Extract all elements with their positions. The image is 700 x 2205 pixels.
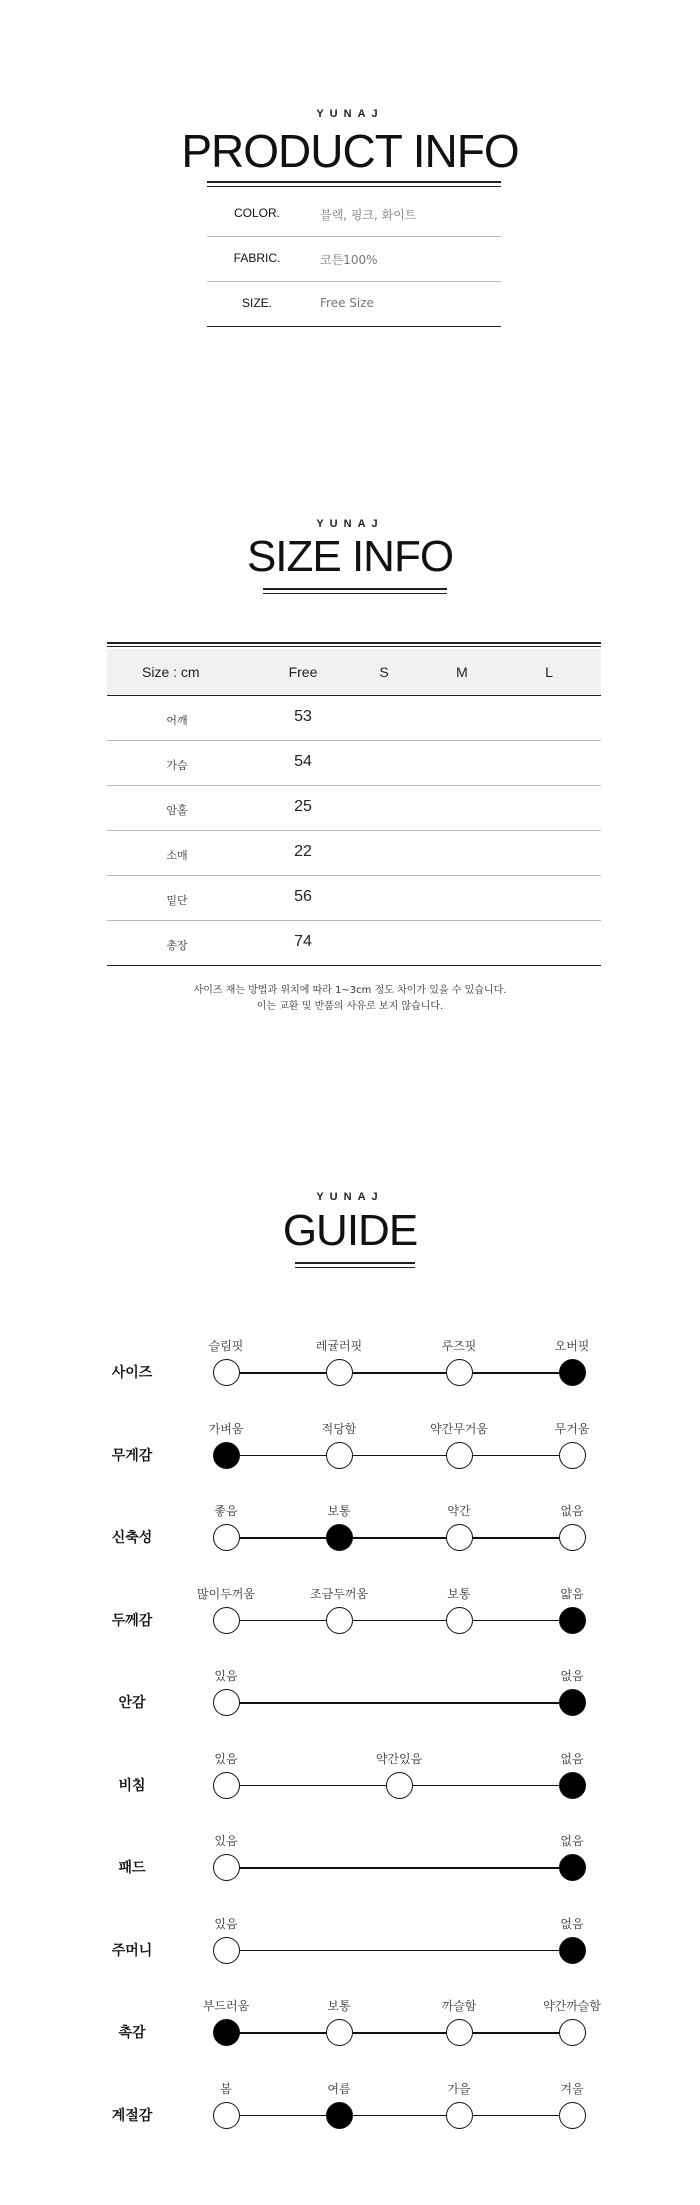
- guide-option-label: 보통: [447, 1586, 471, 1601]
- size-row-label: 어깨: [166, 714, 188, 727]
- guide-row: [0, 1318, 700, 1398]
- guide-title: GUIDE: [282, 1206, 418, 1255]
- guide-option-label: 있음: [214, 1751, 238, 1766]
- guide-option-label: 없음: [560, 1504, 584, 1518]
- table-row: [107, 831, 601, 876]
- guide-option-label: 조금두꺼움: [310, 1586, 368, 1601]
- size-info-title: SIZE INFO: [246, 532, 454, 581]
- guide-option-dot: [213, 1689, 240, 1716]
- guide-option-label: 많이두꺼움: [197, 1586, 255, 1601]
- size-header-s: S: [379, 664, 389, 680]
- brand-label: YUNAJ: [316, 108, 384, 120]
- guide-option-dot: [559, 1524, 586, 1551]
- guide-row-name: 신축성: [111, 1530, 153, 1546]
- product-info-title: PRODUCT INFO: [181, 125, 519, 177]
- brand-label: YUNAJ: [316, 1191, 384, 1203]
- guide-option-label: 보통: [327, 1999, 351, 2013]
- product-info-label: SIZE.: [241, 296, 272, 310]
- guide-row-name: 무게감: [111, 1447, 153, 1464]
- guide-option-dot: [559, 2019, 586, 2046]
- product-info-row: [207, 192, 501, 237]
- size-row-free: 25: [294, 798, 312, 815]
- guide-option-dot-selected: [213, 2019, 240, 2046]
- guide-row: [0, 1731, 700, 1811]
- guide-option-label: 겨울: [560, 2081, 584, 2096]
- table-row: [107, 696, 601, 741]
- size-note: 사이즈 재는 방법과 위치에 따라 1~3cm 정도 차이가 있을 수 있습니다.: [193, 985, 507, 996]
- guide-option-label: 오버핏: [554, 1339, 590, 1353]
- product-info-value: 블랙, 핑크, 화이트: [320, 208, 417, 222]
- size-note: 이는 교환 및 반품의 사유로 보지 않습니다.: [256, 1001, 444, 1012]
- title-underline: [263, 588, 447, 594]
- guide-option-label: 없음: [560, 1834, 584, 1848]
- guide-option-dot-selected: [559, 1607, 586, 1634]
- guide-option-label: 없음: [560, 1751, 584, 1766]
- size-header-l: L: [545, 664, 553, 680]
- guide-row-name: 촉감: [118, 2025, 146, 2041]
- guide-option-label: 부드러움: [202, 1999, 250, 2013]
- guide-row: [0, 1566, 700, 1646]
- table-row: [107, 786, 601, 831]
- table-row: [107, 876, 601, 921]
- size-row-free: 74: [294, 933, 312, 950]
- size-row-free: 54: [294, 753, 312, 770]
- guide-scale-line: [226, 1620, 572, 1622]
- title-underline: [207, 181, 501, 187]
- table-row: [107, 921, 601, 966]
- guide-option-dot-selected: [559, 1854, 586, 1881]
- guide-row: [0, 1401, 700, 1481]
- guide-option-label: 여름: [327, 2081, 351, 2096]
- guide-scale-line: [226, 2115, 572, 2117]
- guide-option-dot: [559, 1442, 586, 1469]
- guide-option-dot-selected: [326, 2102, 353, 2129]
- guide-option-label: 좋음: [214, 1504, 238, 1518]
- guide-option-label: 없음: [560, 1916, 584, 1931]
- guide-option-label: 가벼움: [208, 1421, 244, 1436]
- guide-option-label: 적당함: [321, 1421, 357, 1436]
- guide-option-dot: [213, 1854, 240, 1881]
- guide-row: [0, 1896, 700, 1976]
- guide-scale-line: [226, 1702, 572, 1704]
- guide-row: [0, 1648, 700, 1728]
- guide-option-dot: [326, 1442, 353, 1469]
- guide-option-label: 봄: [220, 2081, 232, 2096]
- guide-option-label: 가을: [447, 2081, 471, 2096]
- guide-option-dot: [446, 1607, 473, 1634]
- product-info-label: COLOR.: [233, 206, 280, 220]
- guide-option-dot: [326, 1607, 353, 1634]
- size-row-label: 암홀: [166, 804, 188, 817]
- guide-option-label: 있음: [214, 1669, 238, 1683]
- guide-option-dot: [446, 1442, 473, 1469]
- guide-option-label: 약간까슬함: [543, 1999, 601, 2013]
- size-header-unit: Size : cm: [142, 664, 200, 680]
- size-row-free: 22: [294, 843, 312, 860]
- guide-option-dot-selected: [559, 1937, 586, 1964]
- guide-row-name: 비침: [118, 1777, 146, 1794]
- guide-row: [0, 1813, 700, 1893]
- guide-option-dot: [326, 2019, 353, 2046]
- guide-option-label: 약간있음: [375, 1751, 423, 1766]
- guide-option-label: 얇음: [560, 1586, 584, 1601]
- guide-option-label: 약간: [447, 1504, 471, 1518]
- guide-scale-line: [226, 1455, 572, 1457]
- guide-row-name: 계절감: [111, 2107, 153, 2124]
- size-header-m: M: [456, 664, 468, 680]
- title-underline: [295, 1262, 415, 1268]
- brand-label: YUNAJ: [316, 518, 384, 530]
- product-info-label: FABRIC.: [233, 251, 281, 265]
- size-row-label: 소매: [166, 849, 188, 862]
- table-top-rule: [107, 642, 601, 647]
- guide-option-dot: [326, 1359, 353, 1386]
- guide-row-name: 사이즈: [111, 1365, 153, 1381]
- size-row-label: 밑단: [166, 894, 188, 907]
- guide-option-dot: [446, 2019, 473, 2046]
- guide-row: [0, 1978, 700, 2058]
- guide-option-dot: [213, 1607, 240, 1634]
- size-table-header: [107, 649, 601, 696]
- table-row: [107, 741, 601, 786]
- guide-row: [0, 2061, 700, 2141]
- guide-option-dot: [446, 2102, 473, 2129]
- product-info-row: [207, 237, 501, 282]
- size-header-free: Free: [288, 664, 318, 680]
- size-row-free: 56: [294, 888, 312, 905]
- guide-scale-line: [226, 1950, 572, 1952]
- product-info-row: [207, 282, 501, 327]
- guide-option-label: 까슬함: [441, 1999, 477, 2013]
- size-row-label: 가슴: [166, 759, 188, 772]
- guide-option-label: 무거움: [554, 1421, 590, 1436]
- guide-option-label: 레귤러핏: [315, 1339, 363, 1353]
- guide-option-label: 보통: [327, 1504, 351, 1518]
- guide-row: [0, 1483, 700, 1563]
- guide-scale-line: [226, 1867, 572, 1869]
- guide-option-dot-selected: [213, 1442, 240, 1469]
- guide-option-dot: [446, 1524, 473, 1551]
- guide-option-dot-selected: [559, 1689, 586, 1716]
- guide-scale-line: [226, 1372, 572, 1374]
- guide-option-label: 있음: [214, 1916, 238, 1931]
- guide-option-dot: [213, 2102, 240, 2129]
- guide-option-dot: [213, 1937, 240, 1964]
- size-row-label: 총장: [166, 939, 188, 952]
- guide-option-dot-selected: [559, 1772, 586, 1799]
- guide-row-name: 주머니: [111, 1942, 153, 1959]
- guide-option-label: 없음: [560, 1669, 584, 1683]
- guide-option-dot: [386, 1772, 413, 1799]
- guide-option-dot: [446, 1359, 473, 1386]
- guide-option-label: 있음: [214, 1834, 238, 1848]
- guide-option-dot-selected: [559, 1359, 586, 1386]
- guide-row-name: 두께감: [111, 1612, 153, 1629]
- guide-option-dot-selected: [326, 1524, 353, 1551]
- guide-option-dot: [213, 1524, 240, 1551]
- guide-row-name: 패드: [118, 1860, 146, 1876]
- guide-row-name: 안감: [118, 1695, 146, 1711]
- guide-option-dot: [559, 2102, 586, 2129]
- product-info-value: 코튼100%: [320, 253, 378, 267]
- guide-option-dot: [213, 1359, 240, 1386]
- guide-option-label: 슬림핏: [208, 1339, 244, 1353]
- size-row-free: 53: [294, 708, 312, 725]
- guide-scale-line: [226, 2032, 572, 2034]
- product-info-value: Free Size: [320, 296, 374, 310]
- guide-option-dot: [213, 1772, 240, 1799]
- guide-scale-line: [226, 1537, 572, 1539]
- guide-option-label: 약간무거움: [430, 1421, 488, 1436]
- guide-option-label: 루즈핏: [441, 1339, 477, 1353]
